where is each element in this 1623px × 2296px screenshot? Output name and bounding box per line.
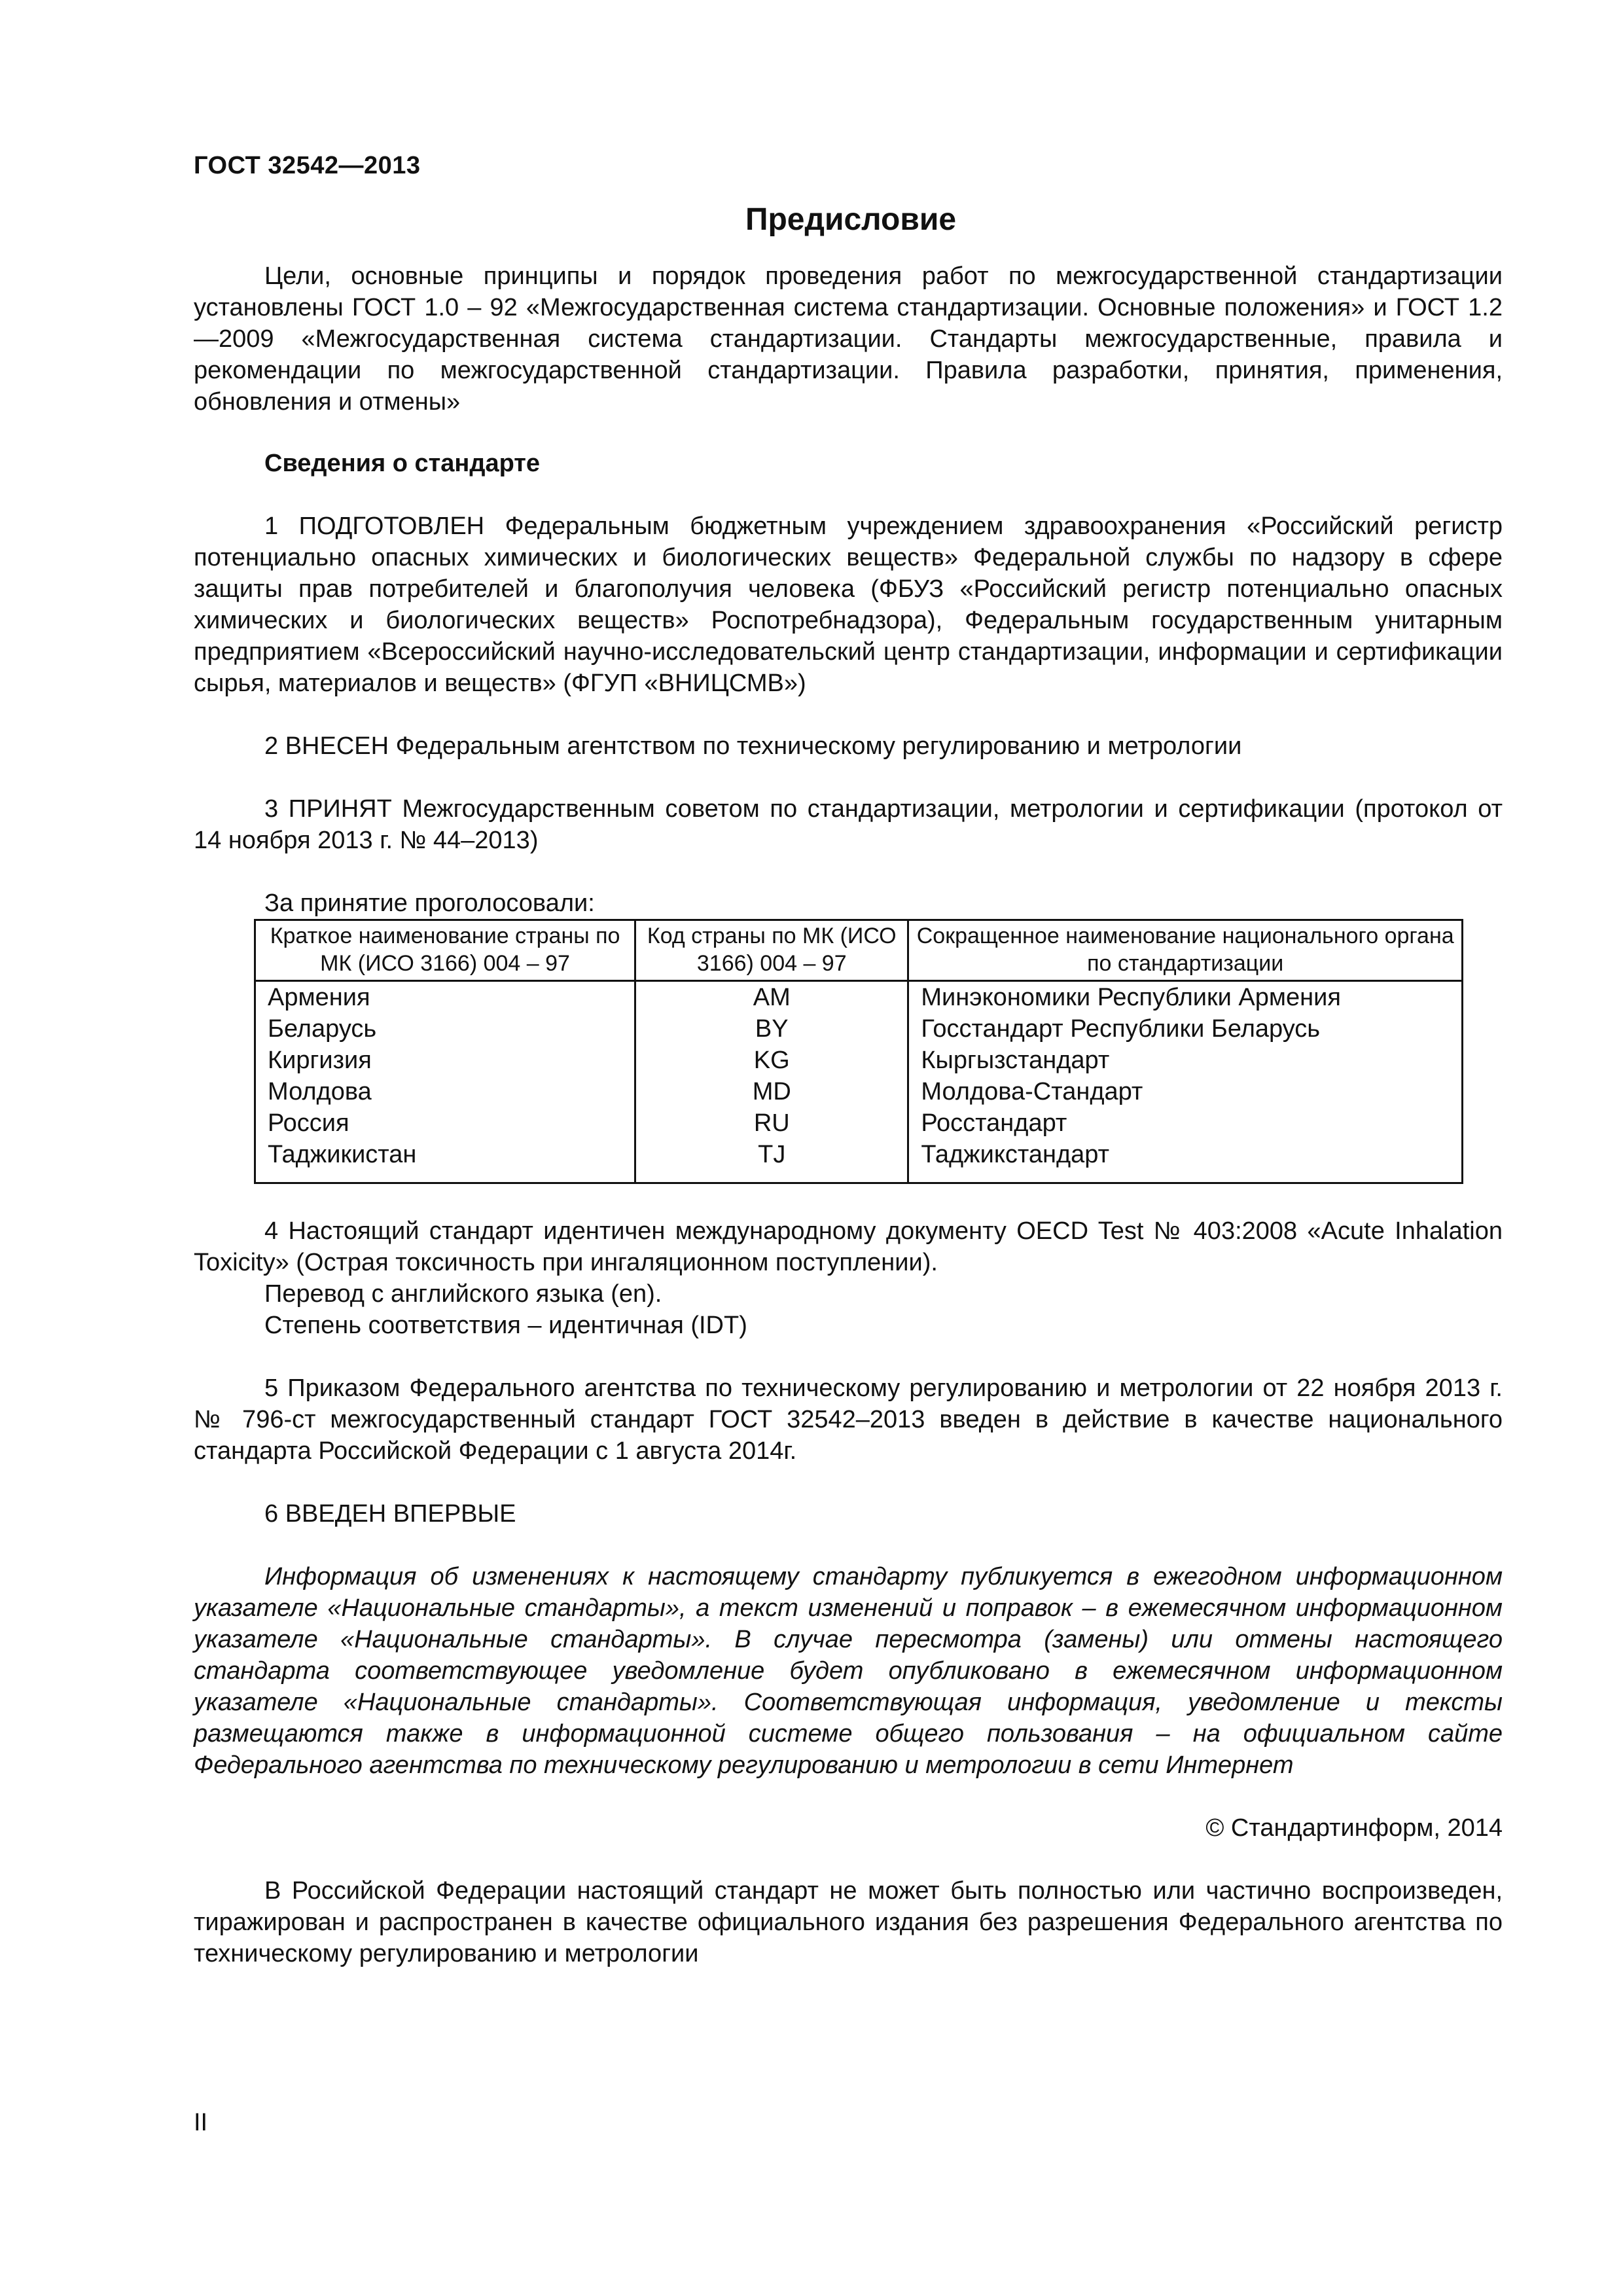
page-title: Предисловие [745, 202, 957, 237]
code-cell: TJ [635, 1139, 908, 1183]
table-row [255, 981, 1463, 1014]
table-row [255, 1076, 1463, 1107]
body-cell: Минэкономики Республики Армения [908, 981, 1463, 1014]
item-5-paragraph: 5 Приказом Федерального агентства по техническому регулированию и метрологии от 22 ноября 2013 г. № 796-ст межгосударственный стандарт ГОСТ 32542–2013 введен в действие в качестве национального стандарта Российской Федерации с 1 августа 2014г. [194, 1374, 1503, 1465]
country-cell: Армения [268, 984, 370, 1011]
body-cell: Госстандарт Республики Беларусь [908, 1013, 1463, 1045]
vote-label: За принятие проголосовали: [264, 889, 595, 917]
table-row [255, 1045, 1463, 1076]
legal-notice-paragraph: В Российской Федерации настоящий стандарт не может быть полностью или частично воспроизведен, тиражирован и распространен в качестве официального издания без разрешения Федерального агентства по техническому регулированию и метрологии [194, 1877, 1503, 1967]
country-cell: Беларусь [268, 1015, 377, 1043]
country-cell: Россия [268, 1109, 349, 1137]
item-1-paragraph: 1 ПОДГОТОВЛЕН Федеральным бюджетным учреждением здравоохранения «Российский регистр потенциально опасных химических и биологических веществ» Федеральной службы по надзору в сфере защиты прав потребителей и благополучия человека (ФБУЗ «Российский регистр потенциально опасных химических и биологических веществ» Роспотребнадзора), Федеральным государственным унитарным предприятием «Всероссийский научно-исследовательский центр стандартизации, информации и сертификации сырья, материалов и веществ» (ФГУП «ВНИЦСМВ») [194, 512, 1503, 697]
country-cell: Таджикистан [268, 1141, 417, 1168]
body-cell: Таджикстандарт [908, 1139, 1463, 1183]
page-number: II [194, 2109, 208, 2136]
column-header-code: Код страны по МК (ИСО 3166) 004 – 97 [635, 920, 908, 981]
item-4-paragraph: 4 Настоящий стандарт идентичен международному документу OECD Test № 403:2008 «Acute Inhalation Toxicity» (Острая токсичность при ингаляционном поступлении). [194, 1217, 1503, 1276]
changes-info-paragraph: Информация об изменениях к настоящему стандарту публикуется в ежегодном информационном указателе «Национальные стандарты», а текст изменений и поправок – в ежемесячном информационном указателе «Национальные стандарты». В случае пересмотра (замены) или отмены настоящего стандарта соответствующее уведомление будет опубликовано в ежемесячном информационном указателе «Национальные стандарты». Соответствующая информация, уведомление и тексты размещаются также в информационной системе общего пользования – на официальном сайте Федерального агентства по техническому регулированию и метрологии в сети Интернет [194, 1563, 1503, 1779]
copyright-notice: © Стандартинформ, 2014 [1205, 1814, 1503, 1842]
country-cell: Киргизия [268, 1047, 372, 1074]
intro-paragraph: Цели, основные принципы и порядок проведения работ по межгосударственной стандартизации установлены ГОСТ 1.0 – 92 «Межгосударственная система стандартизации. Основные положения» и ГОСТ 1.2—2009 «Межгосударственная система стандартизации. Стандарты межгосударственные, правила и рекомендации по межгосударственной стандартизации. Правила разработки, принятия, применения, обновления и отмены» [194, 262, 1503, 416]
code-cell: RU [635, 1107, 908, 1139]
item-4-degree: Степень соответствия – идентичная (IDT) [264, 1312, 747, 1339]
table-row [255, 1013, 1463, 1045]
code-cell: MD [635, 1076, 908, 1107]
column-header-body: Сокращенное наименование национального органа по стандартизации [908, 920, 1463, 981]
document-body [194, 260, 1503, 1969]
voting-countries-table [254, 919, 1463, 1184]
item-2-paragraph: 2 ВНЕСЕН Федеральным агентством по техническому регулированию и метрологии [264, 732, 1242, 760]
code-cell: BY [635, 1013, 908, 1045]
code-cell: AM [635, 981, 908, 1014]
column-header-country: Краткое наименование страны по МК (ИСО 3166) 004 – 97 [255, 920, 635, 981]
document-code: ГОСТ 32542—2013 [194, 152, 421, 179]
item-6-paragraph: 6 ВВЕДЕН ВПЕРВЫЕ [264, 1500, 516, 1528]
body-cell: Росстандарт [908, 1107, 1463, 1139]
table-row [255, 1107, 1463, 1139]
item-4-translation: Перевод с английского языка (en). [264, 1280, 662, 1308]
body-cell: Молдова-Стандарт [908, 1076, 1463, 1107]
country-cell: Молдова [268, 1078, 372, 1105]
info-heading: Сведения о стандарте [264, 450, 541, 477]
code-cell: KG [635, 1045, 908, 1076]
item-3-paragraph: 3 ПРИНЯТ Межгосударственным советом по стандартизации, метрологии и сертификации (протокол от 14 ноября 2013 г. № 44–2013) [194, 795, 1503, 854]
table-row [255, 1139, 1463, 1183]
table-header-row [255, 920, 1463, 981]
body-cell: Кыргызстандарт [908, 1045, 1463, 1076]
